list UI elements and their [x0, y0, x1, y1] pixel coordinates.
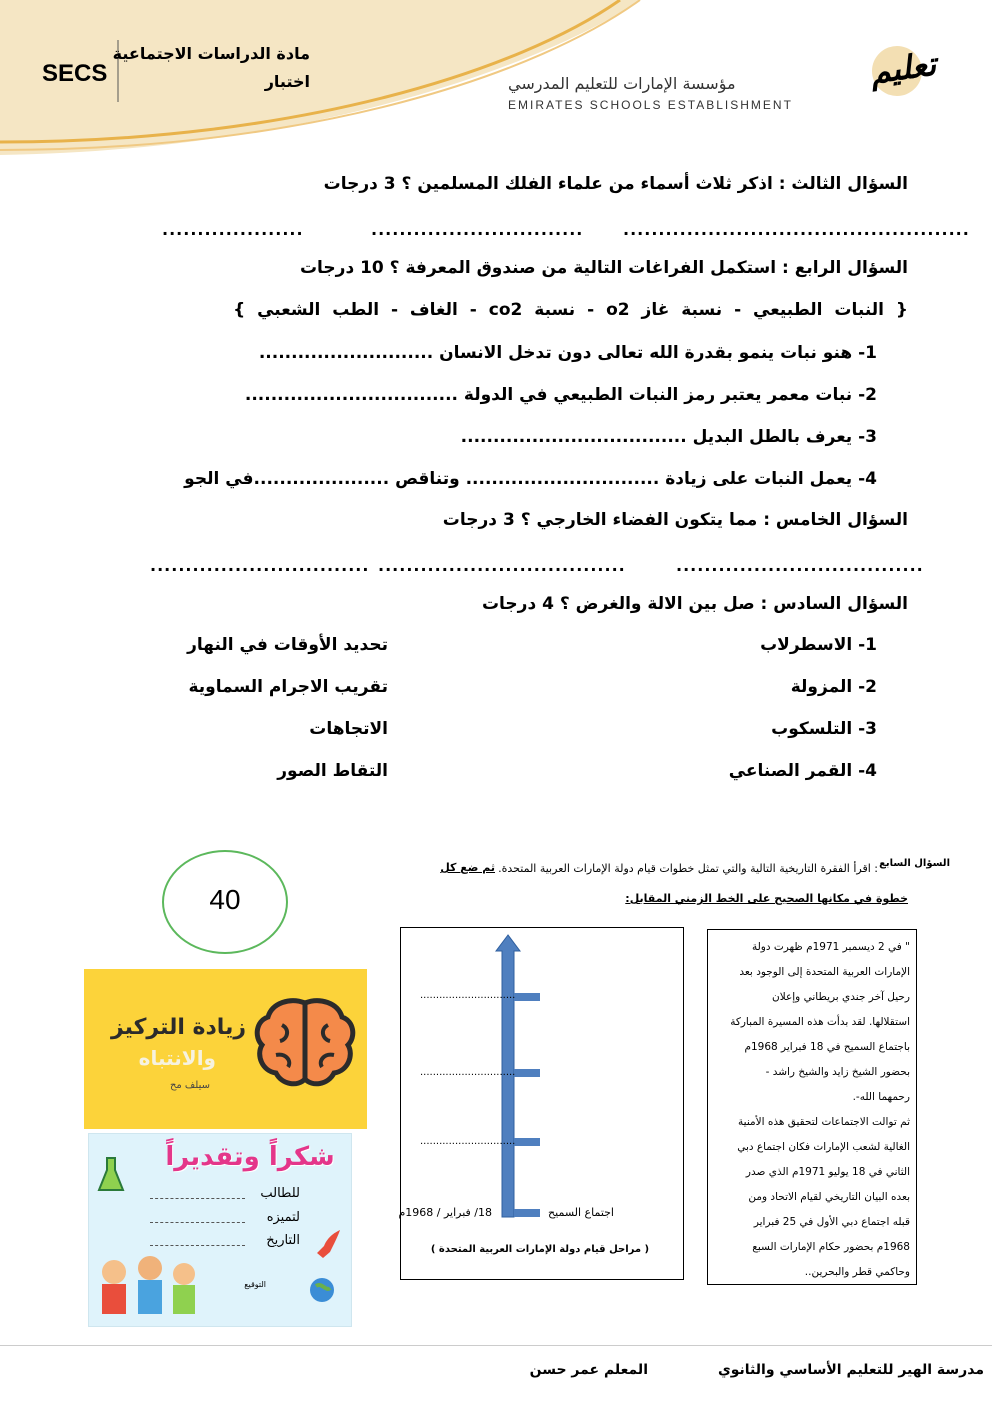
q3-blank-1[interactable]: .................................................: [623, 220, 970, 239]
passage-line-11: بعده البيان التاريخي لقيام الاتحاد ومن: [748, 1191, 910, 1203]
brain-icon: [252, 995, 358, 1091]
timeline-arrow: [400, 927, 682, 1278]
q7-label: السؤال السابع: [879, 858, 950, 869]
certificate-line-3: [150, 1245, 245, 1246]
q3-blank-3[interactable]: ....................: [162, 220, 304, 239]
footer-teacher: المعلم عمر حسن: [529, 1362, 648, 1378]
passage-line-10: الثاني في 18 يوليو 1971م الذي صدر: [745, 1166, 910, 1178]
q7-instruction: : اقرأ الفقرة التاريخية التالية والتي تمثل خطوات قيام دولة الإمارات العربية المتحدة.: [498, 862, 878, 875]
passage-line-3: رحيل آخر جندي بريطاني وإعلان: [772, 991, 910, 1003]
passage-line-5: باجتماع السميح في 18 فبراير 1968م: [744, 1041, 910, 1053]
q6-purpose-1[interactable]: تحديد الأوقات في النهار: [187, 635, 388, 655]
q4-item-2[interactable]: 2- نبات معمر يعتبر رمز النبات الطبيعي في الدولة .................................: [244, 385, 877, 405]
q6-tool-4[interactable]: 4- القمر الصناعي: [728, 761, 877, 781]
certificate-line-2: [150, 1222, 245, 1223]
q7-instruction-end: ثم ضع كل: [440, 861, 495, 874]
certificate-sign: التوقيع: [244, 1280, 266, 1289]
org-name-ar: مؤسسة الإمارات للتعليم المدرسي: [508, 74, 736, 93]
subject-title: مادة الدراسات الاجتماعية: [112, 44, 310, 63]
q4-knowledge-box: { النبات الطبيعي - نسبة غاز o2 - نسبة co2 - الغاف - الطب الشعبي }: [233, 300, 908, 320]
q6-tool-3[interactable]: 3- التلسكوب: [771, 719, 877, 739]
q6-purpose-4[interactable]: التقاط الصور: [277, 761, 388, 781]
q6-tool-1[interactable]: 1- الاسطرلاب: [760, 635, 877, 655]
q5-blank-2[interactable]: ...................................: [378, 556, 626, 575]
timeline-blank-2[interactable]: ..............................: [420, 1067, 516, 1078]
passage-line-6: بحضور الشيخ زايد والشيخ راشد -: [765, 1066, 910, 1078]
passage-line-14: وحاكمي قطر والبحرين..: [804, 1266, 910, 1278]
q5-blank-1[interactable]: ...................................: [676, 556, 924, 575]
q3-blank-2[interactable]: ..............................: [371, 220, 584, 239]
certificate-date-label: التاريخ: [266, 1233, 300, 1248]
kids-illustration: [92, 1250, 348, 1324]
timeline-caption: ( مراحل قيام دولة الإمارات العربية المتحدة ): [430, 1244, 650, 1255]
flask-icon: [96, 1156, 126, 1196]
q6-title: السؤال السادس : صل بين الالة والغرض ؟ 4 درجات: [481, 594, 908, 614]
passage-line-12: قبله اجتماع دبي الأول في 25 فبراير: [753, 1216, 910, 1228]
org-name-en: EMIRATES SCHOOLS ESTABLISHMENT: [508, 98, 793, 112]
badge-line-2: والانتباه: [138, 1046, 216, 1070]
passage-line-13: 1968م بحضور حكام الإمارات السبع: [752, 1241, 910, 1253]
timeline-first-date: 18/ فبراير / 1968م: [398, 1206, 492, 1219]
q6-purpose-3[interactable]: الاتجاهات: [309, 719, 388, 739]
exam-type: اختبار: [264, 72, 310, 91]
school-code: SECS: [42, 60, 108, 87]
q5-title: السؤال الخامس : مما يتكون الفضاء الخارجي ؟ 3 درجات: [442, 510, 908, 530]
passage-line-8: ثم توالت الاجتماعات لتحقيق هذه الأمنية: [738, 1116, 910, 1128]
badge-line-1: زيادة التركيز: [110, 1015, 246, 1040]
passage-line-9: الغالية لشعب الإمارات فكان اجتماع دبي: [737, 1141, 910, 1153]
passage-line-2: الإمارات العربية المتحدة إلى الوجود بعد: [739, 966, 910, 978]
history-passage: [712, 935, 910, 1285]
q4-item-4[interactable]: 4- يعمل النبات على زيادة .............................. وتناقص .....................في الجو: [184, 469, 877, 489]
q5-blank-3[interactable]: ...............................: [150, 556, 370, 575]
q4-title: السؤال الرابع : استكمل الفراغات التالية من صندوق المعرفة ؟ 10 درجات: [299, 258, 908, 278]
rocket-icon: [312, 1228, 342, 1258]
passage-line-1: " في 2 ديسمبر 1971م ظهرت دولة: [751, 941, 910, 953]
passage-line-4: استقلالها. لقد بدأت هذه المسيرة المباركة: [730, 1016, 910, 1028]
score-value: 40: [209, 884, 241, 915]
q4-item-1[interactable]: 1- هنو نبات ينمو بقدرة الله تعالى دون تدخل الانسان ...........................: [258, 343, 877, 363]
footer-school: مدرسة الهير للتعليم الأساسي والثانوي: [717, 1362, 984, 1378]
q7-instruction-2: خطوة في مكانها الصحيح على الخط الزمني المقابل:: [625, 892, 908, 905]
certificate-excellence-label: لتميزه: [266, 1210, 300, 1225]
timeline-first-event: اجتماع السميح: [548, 1206, 614, 1219]
header-decoration: [0, 0, 992, 170]
passage-line-7: رحمهما الله-.: [852, 1091, 910, 1103]
q6-purpose-2[interactable]: تقريب الاجرام السماوية: [188, 677, 388, 697]
timeline-blank-1[interactable]: ..............................: [420, 990, 516, 1001]
certificate-title: شكراً وتقديراً: [165, 1142, 335, 1172]
certificate-line-1: [150, 1198, 245, 1199]
taleem-logo: تعليم: [867, 44, 939, 92]
timeline-blank-3[interactable]: ..............................: [420, 1136, 516, 1147]
q6-tool-2[interactable]: 2- المزولة: [790, 677, 877, 697]
badge-sub: سيلف مح: [169, 1080, 210, 1091]
footer-divider: [0, 1345, 992, 1346]
certificate-student-label: للطالب: [260, 1186, 300, 1201]
q3-title: السؤال الثالث : اذكر ثلاث أسماء من علماء الفلك المسلمين ؟ 3 درجات: [323, 174, 908, 194]
q4-item-3[interactable]: 3- يعرف بالطل البديل ...................................: [460, 427, 877, 447]
